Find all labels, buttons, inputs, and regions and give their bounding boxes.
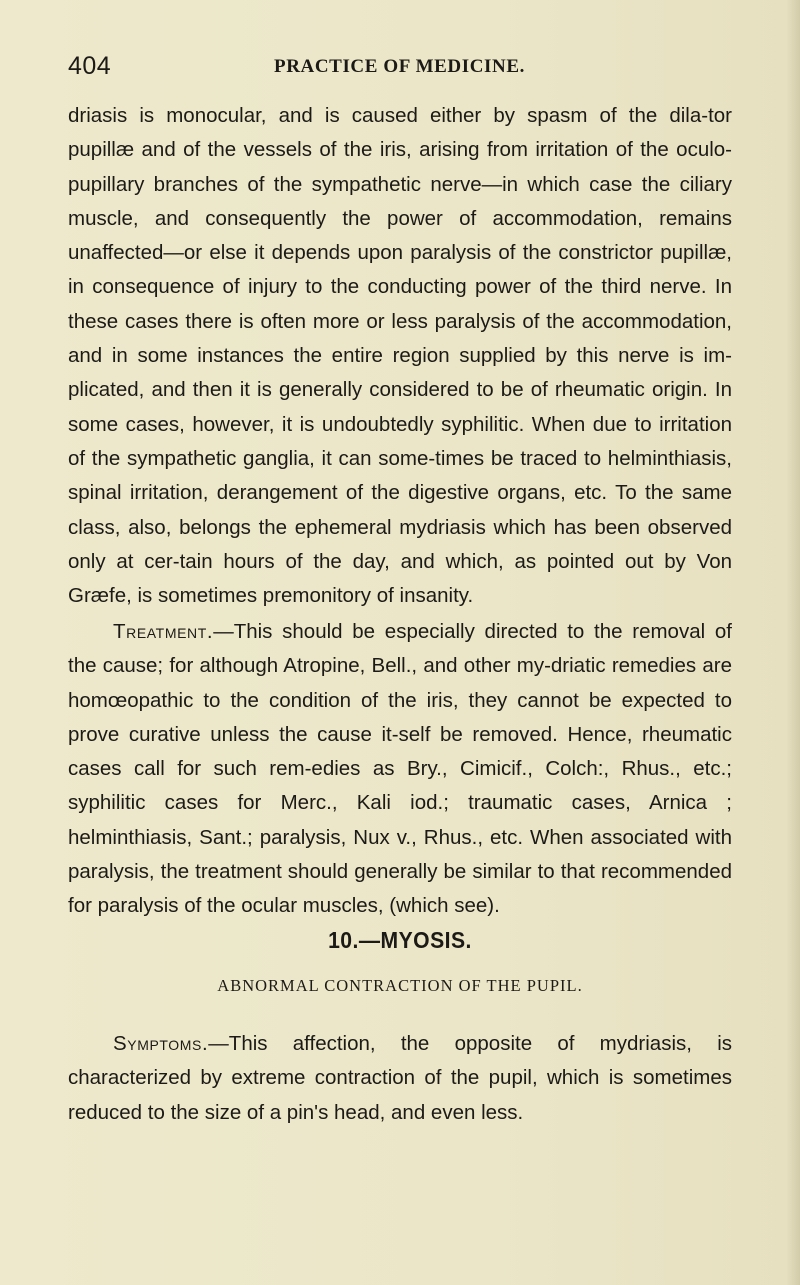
treatment-lead: Treatment. [113, 620, 214, 643]
paragraph-symptoms [68, 1027, 732, 1130]
paragraph-treatment [68, 615, 732, 924]
running-header [68, 52, 728, 86]
page-edge-shadow [786, 0, 800, 1285]
treatment-text: —This should be especially directed to the removal of the cause; for although Atropine, Bell., and other my-driatic remedies are homœopathic to the condition of the iris, they cannot be expected to prove curative unless the cause it-self be removed. Hence, rheumatic cases call for such rem-edies as Bry., Cimicif., Colch:, Rhus., etc.; syphilitic cases for Merc., Kali iod.; traumatic cases, Arnica ; helminthiasis, Sant.; paralysis, Nux v., Rhus., etc. When associated with paralysis, the treatment should generally be similar to that recommended for paralysis of the ocular muscles, (which see). [68, 620, 732, 918]
section-heading: 10.—MYOSIS. [328, 927, 472, 953]
running-title: PRACTICE OF MEDICINE. [274, 56, 525, 77]
page-number: 404 [68, 52, 112, 80]
paragraph-mydriasis-causes: driasis is monocular, and is caused either by spasm of the dila-tor pupillæ and of the vessels of the iris, arising from irritation of the oculo-pupillary branches of the sympathetic nerve—in which case the ciliary muscle, and consequently the power of accommodation, remains unaffected—or else it depends upon paralysis of the constrictor pupillæ, in consequence of injury to the conducting power of the third nerve. In these cases there is often more or less paralysis of the accommodation, and in some instances the entire region supplied by this nerve is im-plicated, and then it is generally considered to be of rheumatic origin. In some cases, however, it is undoubtedly syphilitic. When due to irritation of the sympathetic ganglia, it can some-times be traced to helminthiasis, spinal irritation, derangement of the digestive organs, etc. To the same class, also, belongs the ephemeral mydriasis which has been observed only at cer-tain hours of the day, and which, as pointed out by Von Græfe, is sometimes premonitory of insanity. [68, 104, 732, 608]
symptoms-lead: Symptoms. [113, 1032, 209, 1055]
symptoms-text: —This affection, the opposite of mydriasis, is characterized by extreme contraction of the pupil, which is sometimes reduced to the size of a pin's head, and even less. [68, 1032, 732, 1124]
section-subheading: ABNORMAL CONTRACTION OF THE PUPIL. [217, 976, 583, 995]
